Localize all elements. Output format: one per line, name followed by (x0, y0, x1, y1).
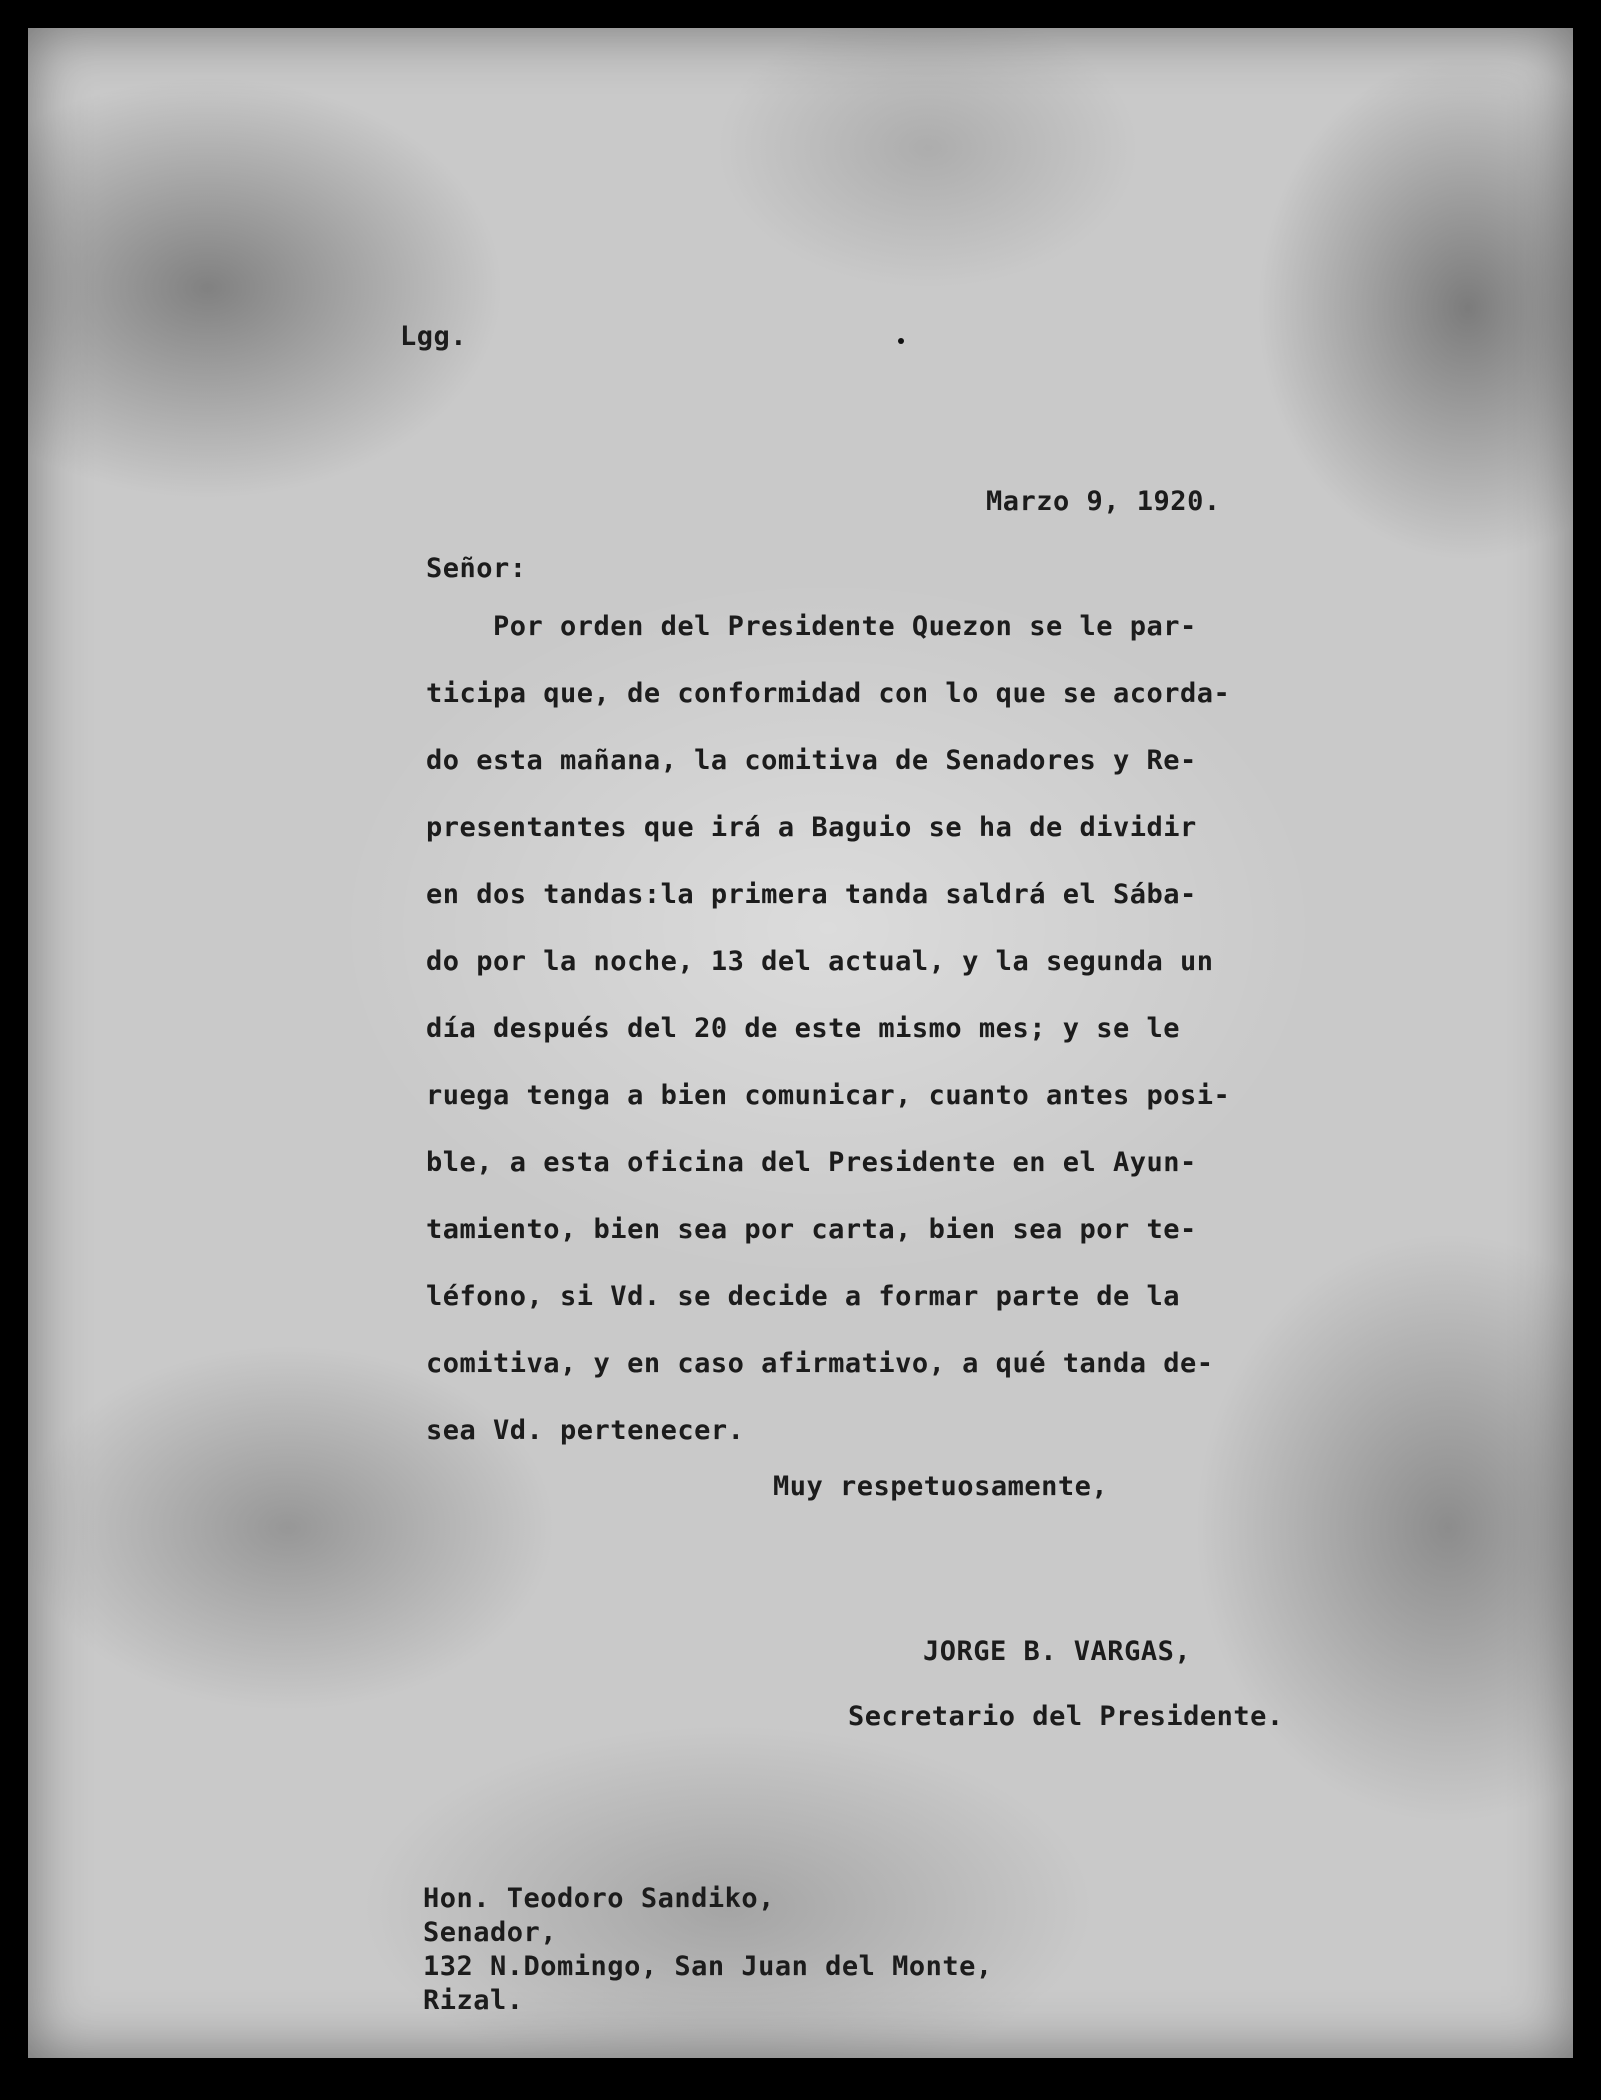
body-line: día después del 20 de este mismo mes; y se le (426, 1013, 1180, 1044)
address-line: Senador, (423, 1917, 558, 1948)
body-line: comitiva, y en caso afirmativo, a qué tanda de- (426, 1348, 1214, 1379)
body-line: léfono, si Vd. se decide a formar parte de la (426, 1281, 1180, 1312)
body-line: Por orden del Presidente Quezon se le par- (426, 611, 1197, 642)
body-line: ticipa que, de conformidad con lo que se acorda- (426, 678, 1231, 709)
signature-name: JORGE B. VARGAS, (923, 1636, 1192, 1667)
signature-title: Secretario del Presidente. (848, 1701, 1284, 1732)
letter-date: Marzo 9, 1920. (986, 486, 1221, 517)
ink-spot (898, 338, 904, 344)
address-line: Rizal. (423, 1985, 524, 2016)
body-line: do por la noche, 13 del actual, y la segunda un (426, 946, 1214, 977)
letter-page (28, 28, 1573, 2058)
body-line: tamiento, bien sea por carta, bien sea por te- (426, 1214, 1197, 1245)
address-line: 132 N.Domingo, San Juan del Monte, (423, 1951, 993, 1982)
body-line: ruega tenga a bien comunicar, cuanto antes posi- (426, 1080, 1231, 1111)
salutation: Señor: (426, 553, 527, 584)
body-line: do esta mañana, la comitiva de Senadores y Re- (426, 745, 1197, 776)
address-line: Hon. Teodoro Sandiko, (423, 1883, 775, 1914)
reference-initials: Lgg. (400, 321, 468, 352)
body-line: ble, a esta oficina del Presidente en el Ayun- (426, 1147, 1197, 1178)
closing: Muy respetuosamente, (773, 1471, 1109, 1502)
body-line: presentantes que irá a Baguio se ha de dividir (426, 812, 1197, 843)
body-line: sea Vd. pertenecer. (426, 1415, 745, 1446)
body-line: en dos tandas:la primera tanda saldrá el Sába- (426, 879, 1197, 910)
